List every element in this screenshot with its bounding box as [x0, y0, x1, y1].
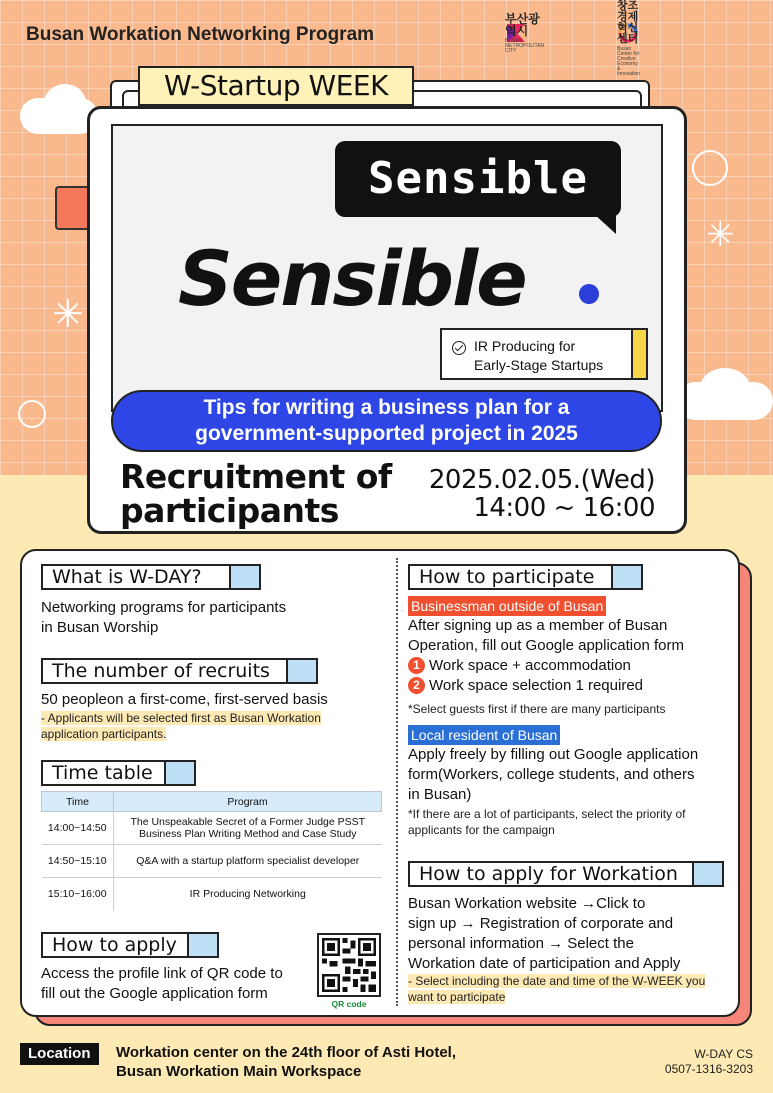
location-text [116, 1043, 456, 1081]
option-text: Work space + accommodation [429, 657, 631, 674]
ccei-korean: 창조경제혁신센터 [617, 0, 639, 45]
note-line: - Applicants will be selected first as Busan Workation [41, 711, 321, 725]
yellow-strip [631, 330, 646, 378]
tips-banner [111, 390, 662, 452]
workation-body [408, 894, 680, 974]
workation-note [408, 973, 705, 1005]
how-to-apply-workation-heading [408, 861, 724, 887]
speech-bubble: Sensible [335, 141, 621, 217]
tips-line1: Tips for writing a business plan for a [203, 396, 570, 419]
option-text: Work space selection 1 required [429, 677, 643, 694]
recruitment-line1: Recruitment of [120, 457, 392, 496]
number-of-recruits-heading [41, 658, 318, 684]
note-line: want to participate [408, 990, 506, 1004]
recruits-body: 50 peopleon a first-come, first-served basis [41, 691, 328, 708]
ir-line2: Early-Stage Startups [474, 357, 604, 373]
col-program: Program [114, 792, 382, 812]
body-line: Access the profile link of QR code to [41, 965, 283, 982]
contact-name: W-DAY CS [694, 1047, 753, 1061]
how-to-apply-heading [41, 932, 219, 958]
row-program: IR Producing Networking [189, 888, 306, 901]
group2-body [408, 745, 698, 805]
sparkle-icon: ✳ [706, 216, 735, 254]
heading-square [229, 564, 261, 590]
location-line: Busan Workation Main Workspace [116, 1063, 362, 1080]
how-to-apply-body [41, 964, 283, 1004]
local-resident-label: Local resident of Busan [408, 725, 560, 745]
what-is-wday-heading [41, 564, 261, 590]
sensible-headline: Sensible [178, 234, 526, 323]
row-time: 14:00~14:50 [42, 812, 114, 845]
sparkle-icon: ✳ [52, 294, 84, 336]
event-datetime [429, 466, 655, 522]
column-divider [396, 558, 398, 1006]
col-time: Time [42, 792, 114, 812]
number-1-icon: 1 [408, 657, 425, 674]
row-time: 14:50~15:10 [42, 845, 114, 878]
note-line: - Select including the date and time of the W-WEEK you [408, 974, 706, 988]
heading-square [611, 564, 643, 590]
ir-producing-box [440, 328, 648, 380]
ccei-logo [617, 0, 641, 77]
heading-square [164, 760, 196, 786]
heading-text: The number of recruits [52, 660, 270, 682]
body-line: Busan Workation website →Click to [408, 895, 646, 912]
ring-decoration [18, 400, 46, 428]
group1-body [408, 616, 684, 696]
table-row [42, 878, 382, 911]
busan-city-korean: 부산광역시 [505, 11, 540, 38]
ring-decoration [692, 150, 728, 186]
ir-line1: IR Producing for [474, 338, 576, 354]
what-is-wday-body [41, 598, 286, 638]
heading-text: How to apply for Workation [419, 863, 678, 885]
number-2-icon: 2 [408, 677, 425, 694]
body-line: sign up → Registration of corporate and [408, 915, 674, 932]
group2-note [408, 806, 685, 838]
time-table [41, 791, 382, 911]
heading-text: What is W-DAY? [52, 566, 202, 588]
cloud-decoration [700, 368, 750, 408]
blue-dot-decoration [579, 284, 599, 304]
row-program [114, 812, 382, 845]
heading-square [187, 932, 219, 958]
contact-info [665, 1047, 753, 1077]
location-label: Location [20, 1043, 99, 1065]
businessman-label: Businessman outside of Busan [408, 596, 606, 616]
row-program: Q&A with a startup platform specialist developer [114, 845, 382, 878]
body-line: Apply freely by filling out Google application [408, 746, 699, 763]
heading-text: How to apply [52, 934, 177, 956]
table-row [42, 812, 382, 845]
program-line: Business Plan Writing Method and Case Study [138, 828, 357, 840]
body-line: Operation, fill out Google application form [408, 637, 684, 654]
program-line: The Unspeakable Secret of a Former Judge PSST [130, 816, 366, 828]
qr-code-icon[interactable] [317, 933, 381, 997]
recruits-note [41, 710, 321, 742]
row-time: 15:10~16:00 [42, 878, 114, 911]
busan-city-english: BUSAN METROPOLITAN CITY [505, 37, 545, 54]
heading-square [286, 658, 318, 684]
check-circle-icon [452, 341, 466, 355]
heading-text: How to participate [419, 566, 595, 588]
time-table-heading [41, 760, 196, 786]
w-startup-week-tag: W-Startup WEEK [138, 66, 414, 106]
event-date: 2025.02.05.(Wed) [428, 465, 655, 495]
event-time: 14:00 ~ 16:00 [473, 493, 655, 523]
contact-phone: 0507-1316-3203 [664, 1062, 753, 1076]
location-line: Workation center on the 24th floor of Asti Hotel, [116, 1044, 457, 1061]
body-line: Networking programs for participants [41, 599, 287, 616]
recruitment-title [120, 457, 392, 530]
program-title: Busan Workation Networking Program [26, 24, 375, 45]
speech-bubble-tail [594, 214, 616, 234]
heading-text: Time table [52, 762, 153, 784]
body-line: in Busan Worship [41, 619, 159, 636]
ccei-english: Busan Center for Creative Economy & Innovation [617, 45, 641, 77]
body-line: form(Workers, college students, and others [408, 766, 695, 783]
note-line: applicants for the campaign [408, 823, 555, 837]
note-line: *If there are a lot of participants, select the priority of [408, 807, 686, 821]
heading-square [692, 861, 724, 887]
cloud-decoration [44, 84, 86, 122]
group1-note: *Select guests first if there are many participants [408, 702, 666, 716]
recruitment-line2: participants [120, 491, 339, 530]
option-item [408, 676, 684, 696]
note-line: application participants. [41, 727, 167, 741]
body-line: in Busan) [408, 786, 472, 803]
how-to-participate-heading [408, 564, 643, 590]
body-line: personal information → Select the [408, 935, 634, 952]
tips-line2: government-supported project in 2025 [195, 422, 578, 445]
body-line: Workation date of participation and Apply [408, 955, 681, 972]
table-row [42, 845, 382, 878]
option-item [408, 656, 684, 676]
body-line: After signing up as a member of Busan [408, 617, 668, 634]
qr-code-label: QR code [331, 999, 367, 1009]
busan-city-logo [505, 11, 545, 54]
body-line: fill out the Google application form [41, 985, 268, 1002]
